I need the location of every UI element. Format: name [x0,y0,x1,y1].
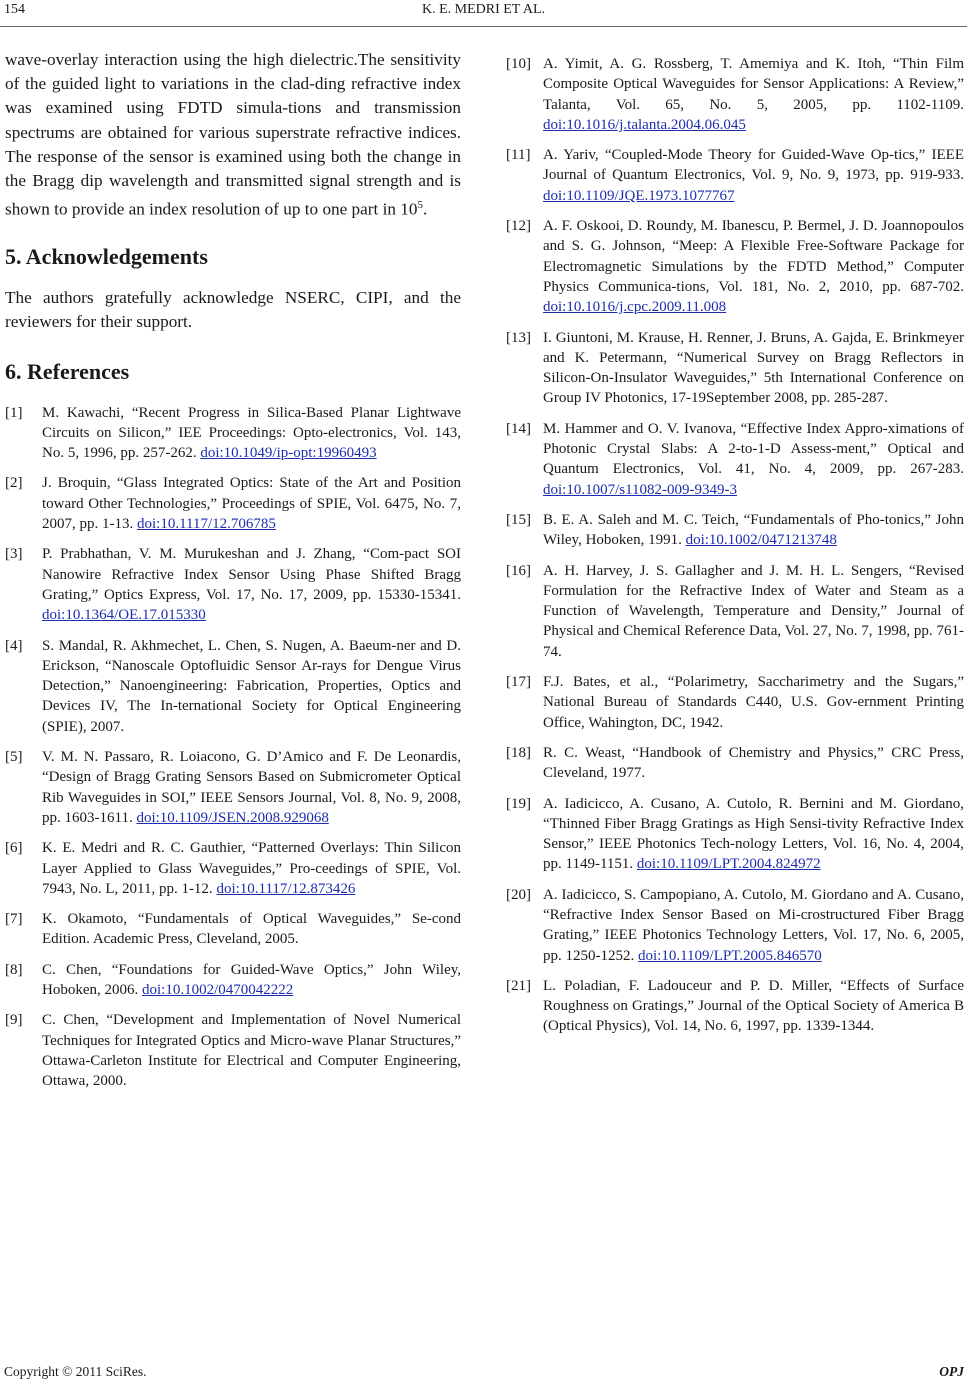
reference-number: [12] [506,218,531,235]
reference-item [506,145,964,206]
journal-abbrev: OPJ [939,1364,964,1379]
reference-body: A. Yariv, “Coupled-Mode Theory for Guided-Wave Op-tics,” IEEE Journal of Quantum Electronics, Vol. 9, No. 9, 1973, pp. 919-933. [543,147,964,184]
references-heading: 6. References [5,358,130,384]
reference-number: [4] [5,637,23,654]
reference-text [42,960,461,1001]
exponent: 5 [417,199,423,212]
reference-item [506,419,964,500]
reference-text [543,561,964,662]
doi-link[interactable]: doi:10.1002/0470042222 [142,981,294,998]
reference-item [506,794,964,875]
reference-item [506,510,964,551]
reference-item [506,54,964,135]
reference-body: M. Kawachi, “Recent Progress in Silica-Based Planar Lightwave Circuits on Silicon,” IEE Proceedings: Opto-electronics, Vol. 143, No. 5, 1996, pp. 257-262. [42,404,461,462]
reference-text [543,216,964,317]
reference-text [543,885,964,966]
reference-number: [6] [5,840,23,857]
reference-text [543,54,964,135]
reference-number: [3] [5,546,23,563]
reference-item [506,561,964,662]
reference-item [506,328,964,409]
reference-item [5,473,461,534]
references-list-left [5,403,461,1092]
doi-link[interactable]: doi:10.1016/j.talanta.2004.06.045 [543,116,746,133]
reference-body: P. Prabhathan, V. M. Murukeshan and J. Zhang, “Com-pact SOI Nanowire Refractive Index Sensor Using Phase Shifted Bragg Grating,” Optics Express, Vol. 17, No. 17, 2009, pp. 15330-15341. [42,546,461,603]
reference-number: [11] [506,147,531,164]
reference-body: A. H. Harvey, J. S. Gallagher and J. M. H. L. Sengers, “Revised Formulation for the Refractive Index of Water and Steam as a Function of Wavelength, Temperature and Density,” Journal of Physical and Chemical Reference Data, Vol. 27, No. 7, 1998, pp. 761-74. [543,562,964,660]
doi-link[interactable]: doi:10.1016/j.cpc.2009.11.008 [543,299,727,316]
reference-number: [7] [5,911,23,928]
reference-body: V. M. N. Passaro, R. Loiacono, G. D’Amico and F. De Leonardis, “Design of Bragg Grating Sensors Based on Submicrometer Optical Rib Waveguides in SOI,” IEEE Sensors Journal, Vol. 8, No. 9, 2008, pp. 1603-1611. [42,749,461,826]
reference-text [543,328,964,409]
reference-text [42,1010,461,1091]
reference-text [543,794,964,875]
reference-item [5,909,461,950]
reference-text [42,909,461,950]
doi-link[interactable]: doi:10.1002/0471213748 [685,532,837,549]
doi-link[interactable]: doi:10.1109/LPT.2005.846570 [638,947,822,964]
reference-number: [14] [506,420,531,437]
reference-text [42,403,461,464]
page-header [0,0,967,26]
reference-body: R. C. Weast, “Handbook of Chemistry and Physics,” CRC Press, Cleveland, 1977. [543,744,964,782]
doi-link[interactable]: doi:10.1364/OE.17.015330 [42,607,206,624]
right-column [506,54,964,1047]
reference-text [42,747,461,828]
reference-number: [15] [506,511,531,528]
reference-number: [13] [506,329,531,346]
doi-link[interactable]: doi:10.1049/ip-opt:19960493 [200,445,377,462]
copyright: Copyright © 2011 SciRes. [4,1364,147,1379]
reference-number: [18] [506,744,531,761]
reference-body: M. Hammer and O. V. Ivanova, “Effective Index Appro-ximations of Photonic Crystal Slabs: A 2-to-1-D Assess-ment,” Optical and Quantum Electronics, Vol. 41, No. 4, 2009, pp. 267-283. [543,420,964,478]
reference-body: J. Broquin, “Glass Integrated Optics: State of the Art and Position toward Other Technologies,” Proceedings of SPIE, Vol. 6475, No. 7, 2007, pp. 1-13. [42,475,461,533]
reference-body: B. E. A. Saleh and M. C. Teich, “Fundamentals of Pho-tonics,” John Wiley, Hoboken, 1991. [543,511,964,549]
reference-item [506,216,964,317]
reference-body: K. Okamoto, “Fundamentals of Optical Waveguides,” Se-cond Edition. Academic Press, Cleveland, 2005. [42,911,461,948]
reference-number: [1] [5,404,23,421]
reference-text [543,145,964,206]
acknowledgements-text: The authors gratefully acknowledge NSERC, CIPI, and the reviewers for their support. [5,288,461,332]
reference-number: [9] [5,1012,23,1029]
header-rule [0,26,967,27]
reference-text [42,838,461,899]
reference-item [5,747,461,828]
reference-number: [8] [5,961,23,978]
reference-item [5,838,461,899]
reference-text [42,544,461,625]
running-head: K. E. MEDRI ET AL. [421,2,545,17]
reference-text [543,743,964,784]
reference-number: [5] [5,749,23,766]
reference-text [42,473,461,534]
reference-number: [10] [506,56,531,72]
reference-body: A. Yimit, A. G. Rossberg, T. Amemiya and K. Itoh, “Thin Film Composite Optical Waveguides for Sensor Applications: A Review,” Talanta, Vol. 65, No. 5, 2005, pp. 1102-1109. [543,56,964,113]
doi-link[interactable]: doi:10.1109/LPT.2004.824972 [636,856,821,873]
reference-text [42,636,461,737]
reference-item [5,960,461,1001]
conclusion-end: . [422,199,428,219]
reference-body: A. F. Oskooi, D. Roundy, M. Ibanescu, P. Bermel, J. D. Joannopoulos and S. G. Johnson, “Meep: A Flexible Free-Software Package for Electromagnetic Simulations by the FDTD Method,” Computer Physics Communica-tions, Vol. 181, No. 2, 2010, pp. 687-702. [543,218,964,295]
reference-item [506,743,964,784]
reference-item [5,1010,461,1091]
reference-body: F.J. Bates, et al., “Polarimetry, Saccharimetry and the Sugars,” National Bureau of Standards C440, U.S. Gov-ernment Printing Office, Wahington, DC, 1942. [543,674,964,731]
reference-body: A. Iadicicco, A. Cusano, A. Cutolo, R. Bernini and M. Giordano, “Thinned Fiber Bragg Gratings as High Sensi-tivity Refractive Index Sensor,” IEEE Photonics Tech-nology Letters, Vol. 16, No. 4, 2004, pp. 1149-1151. [543,795,964,873]
doi-link[interactable]: doi:10.1109/JSEN.2008.929068 [136,809,329,826]
reference-number: [20] [506,886,531,903]
reference-item [506,976,964,1037]
reference-number: [16] [506,562,531,579]
page-footer [0,1362,967,1386]
conclusion-text: wave-overlay interaction using the high dielectric.The sensitivity of the guided light to variations in the clad-ding refractive index was examined using FDTD simula-tions and transmission spectrums are obtained for various superstrate refractive indices. The response of the sensor is examined using both the change in the Bragg dip wavelength and transmitted signal strength and is shown to provide an index resolution of up to one part in 10 [5,50,461,219]
reference-item [506,885,964,966]
reference-item [5,403,461,464]
reference-number: [2] [5,475,23,492]
reference-body: L. Poladian, F. Ladouceur and P. D. Miller, “Effects of Surface Roughness on Gratings,” Journal of the Optical Society of America B (Optical Physics), Vol. 14, No. 6, 1997, pp. 1339-1344. [543,977,964,1035]
reference-body: I. Giuntoni, M. Krause, H. Renner, J. Bruns, A. Gajda, E. Brinkmeyer and K. Petermann, “Numerical Survey on Bragg Reflectors in Silicon-On-Insulator Waveguides,” 5th International Conference on Group IV Photonics, 17-19September 2008, pp. 285-287. [543,329,964,407]
reference-number: [21] [506,977,531,994]
reference-body: K. E. Medri and R. C. Gauthier, “Patterned Overlays: Thin Silicon Layer Applied to Glass Waveguides,” Pro-ceedings of SPIE, Vol. 7943, No. L, 2011, pp. 1-12. [42,840,461,897]
doi-link[interactable]: doi:10.1117/12.706785 [137,516,276,533]
conclusion-paragraph [5,48,461,222]
references-list-right [506,54,964,1037]
reference-item [506,672,964,733]
doi-link[interactable]: doi:10.1109/JQE.1973.1077767 [543,187,735,204]
reference-text [543,672,964,733]
reference-item [5,544,461,625]
reference-number: [19] [506,795,531,812]
reference-body: S. Mandal, R. Akhmechet, L. Chen, S. Nugen, A. Baeum-ner and D. Erickson, “Nanoscale Optofluidic Sensor Ar-rays for Dengue Virus Detection,” Nanoengineering: Fabrication, Properties, Optics and Devices IV, The In-ternational Society for Optical Engineering (SPIE), 2007. [42,637,461,735]
reference-body: A. Iadicicco, S. Campopiano, A. Cutolo, M. Giordano and A. Cusano, “Refractive Index Sensor Based on Mi-crostructured Fiber Bragg Grating,” IEEE Photonics Technology Letters, Vol. 17, No. 6, 2005, pp. 1250-1252. [543,886,964,964]
doi-link[interactable]: doi:10.1007/s11082-009-9349-3 [543,481,738,498]
reference-number: [17] [506,674,531,691]
reference-text [543,976,964,1037]
reference-text [543,419,964,500]
acknowledgements-heading: 5. Acknowledgements [5,244,208,270]
page-number: 154 [4,2,25,17]
reference-body: C. Chen, “Development and Implementation of Novel Numerical Techniques for Integrated Optics and Micro-wave Planar Structures,” Ottawa-Carleton Institute for Electrical and Computer Engineering, Ottawa, 2000. [42,1012,461,1090]
doi-link[interactable]: doi:10.1117/12.873426 [216,880,356,897]
reference-text [543,510,964,551]
left-column [5,48,461,1101]
reference-item [5,636,461,737]
reference-body: C. Chen, “Foundations for Guided-Wave Optics,” John Wiley, Hoboken, 2006. [42,961,461,998]
